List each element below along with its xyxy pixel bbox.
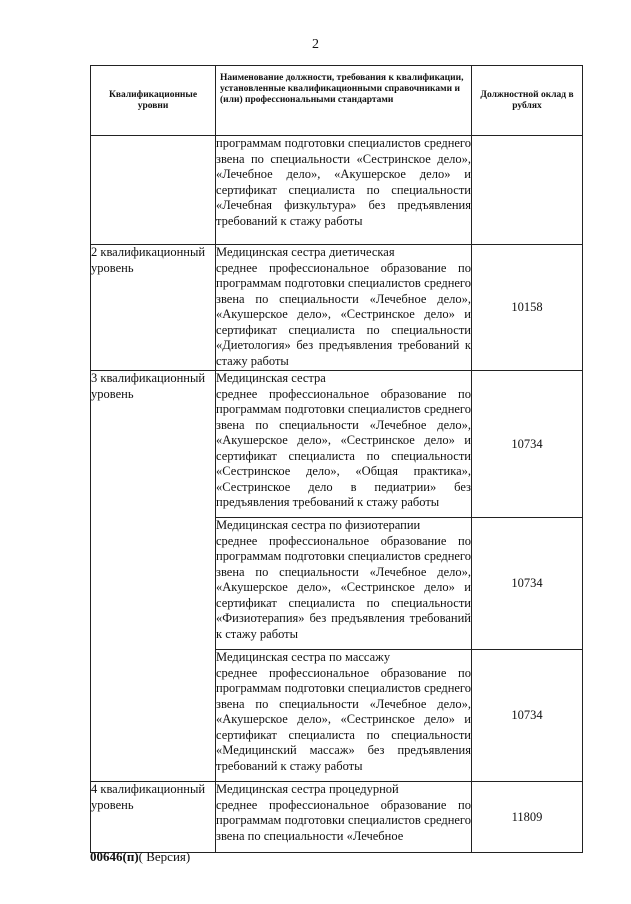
table-row [91, 782, 583, 853]
position-title: Медицинская сестра диетическая [216, 245, 395, 259]
document-version: ( Версия) [138, 849, 191, 864]
requirements-text: среднее профессиональное образование по программам подготовки специалистов среднего звена по специальности «Лечебное [216, 797, 471, 843]
table-row [91, 136, 583, 245]
salary-cell: 11809 [472, 782, 583, 853]
requirements-text: среднее профессиональное образование по программам подготовки специалистов среднего звена по специальности «Лечебное дело», «Акушерское дело», «Сестринское дело» и сертификат специалиста по специальности «Диетология» без предъявления требований к стажу работы [216, 260, 471, 368]
position-title: Медицинская сестра [216, 371, 326, 385]
salary-cell: 10734 [472, 371, 583, 518]
page-number: 2 [312, 37, 319, 52]
description-cell [216, 650, 472, 782]
position-title: Медицинская сестра по массажу [216, 650, 391, 664]
position-title: Медицинская сестра по физиотерапии [216, 518, 421, 532]
description-cell [216, 245, 472, 371]
description-cell [216, 518, 472, 650]
header-level: Квалификационные уровни [91, 66, 216, 136]
salary-cell [472, 136, 583, 245]
level-cell: 2 квалификационный уровень [91, 245, 216, 371]
requirements-text: среднее профессиональное образование по программам подготовки специалистов среднего звена по специальности «Лечебное дело», «Акушерское дело», «Сестринское дело» и сертификат специалиста по специальности «Физиотерапия» без предъявления требований к стажу работы [216, 533, 471, 641]
description-cell [216, 782, 472, 853]
salary-cell: 10158 [472, 245, 583, 371]
table-row [91, 245, 583, 371]
level-cell [91, 136, 216, 245]
table-header-row [91, 66, 583, 136]
requirements-text: среднее профессиональное образование по программам подготовки специалистов среднего звена по специальности «Лечебное дело», «Акушерское дело», «Сестринское дело» и сертификат специалиста по специальности «Медицинский массаж» без предъявления требований к стажу работы [216, 665, 471, 773]
header-salary: Должностной оклад в рублях [472, 66, 583, 136]
header-description: Наименование должности, требования к квалификации, установленные квалификационными справочниками и (или) профессиональными стандартами [216, 66, 472, 136]
description-cell [216, 371, 472, 518]
qualification-table [90, 65, 583, 853]
level-cell: 4 квалификационный уровень [91, 782, 216, 853]
position-title: Медицинская сестра процедурной [216, 782, 399, 796]
salary-cell: 10734 [472, 518, 583, 650]
document-code [90, 849, 190, 865]
table-row [91, 371, 583, 518]
level-cell: 3 квалификационный уровень [91, 371, 216, 782]
salary-cell: 10734 [472, 650, 583, 782]
document-number: 00646(п) [90, 849, 139, 864]
description-cell [216, 136, 472, 245]
requirements-text: среднее профессиональное образование по программам подготовки специалистов среднего звена по специальности «Лечебное дело», «Акушерское дело», «Сестринское дело» и сертификат специалиста по специальности «Сестринское дело», «Общая практика», «Сестринское дело в педиатрии» без предъявления требований к стажу работы [216, 386, 471, 509]
requirements-text: программам подготовки специалистов среднего звена по специальности «Сестринское дело», «Лечебное дело», «Акушерское дело» и сертификат специалиста по специальности «Лечебная физкультура» без предъявления требований к стажу работы [216, 136, 471, 228]
